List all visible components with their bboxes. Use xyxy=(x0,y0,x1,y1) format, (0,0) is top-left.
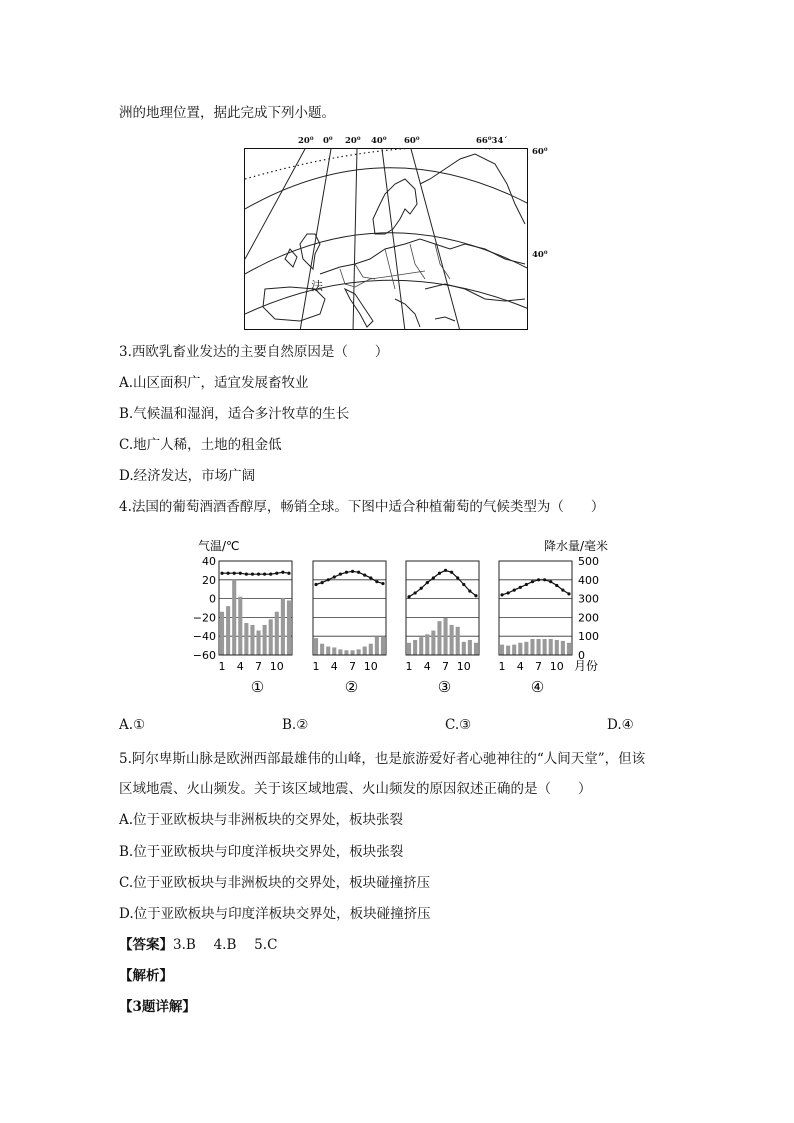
precip-bar xyxy=(444,617,448,655)
q4-option-c: C.③ xyxy=(445,717,472,733)
q3-option-b: B.气候温和湿润，适合多汁牧草的生长 xyxy=(119,406,350,422)
precip-tick-label: 500 xyxy=(578,555,599,568)
q3-option-a: A.山区面积广，适宜发展畜牧业 xyxy=(119,375,309,391)
map-meridian xyxy=(382,149,405,330)
month-tick-label: 10 xyxy=(363,660,378,673)
temperature-line xyxy=(409,570,476,596)
q5-option-c: C.位于亚欧板块与非洲板块的交界处，板块碰撞挤压 xyxy=(119,875,431,891)
temperature-point xyxy=(327,578,330,581)
precip-bar xyxy=(437,621,441,655)
map-lon-label: 40⁰ xyxy=(371,136,387,146)
precip-bar xyxy=(512,645,516,655)
temperature-point xyxy=(456,576,459,579)
temp-tick-label: 0 xyxy=(209,592,216,606)
temperature-point xyxy=(257,573,260,576)
month-tick-label: 4 xyxy=(236,660,244,673)
precip-bar xyxy=(226,606,230,655)
precip-bar xyxy=(375,636,379,655)
precip-bar xyxy=(369,644,373,655)
precip-bar xyxy=(244,623,248,655)
temperature-point xyxy=(525,583,528,586)
temp-tick-label: 20 xyxy=(202,573,216,587)
temperature-point xyxy=(543,578,546,581)
panel-label: ③ xyxy=(437,678,452,696)
temperature-point xyxy=(450,571,453,574)
temperature-point xyxy=(375,580,378,583)
precip-bar xyxy=(326,647,330,655)
precip-bar xyxy=(524,642,528,655)
temperature-point xyxy=(438,572,441,575)
temperature-point xyxy=(369,576,372,579)
map-lon-label: 0⁰ xyxy=(323,136,333,146)
temperature-point xyxy=(314,583,317,586)
month-tick-label: 10 xyxy=(549,660,564,673)
answer-text: 3.B 4.B 5.C xyxy=(173,937,278,953)
precip-bar xyxy=(269,619,273,655)
precip-bar xyxy=(257,631,261,655)
q5-stem-line1: 5.阿尔卑斯山脉是欧洲西部最雄伟的山峰，也是旅游爱好者心驰神往的“人间天堂”，但该 xyxy=(119,751,646,767)
precip-bar xyxy=(431,631,435,655)
precip-bar xyxy=(425,634,429,655)
q4-option-b: B.② xyxy=(282,717,309,733)
q3-stem: 3.西欧乳畜业发达的主要自然原因是（ ） xyxy=(119,344,389,360)
temperature-point xyxy=(414,591,417,594)
precip-bar xyxy=(537,639,541,655)
analysis-label: 【解析】 xyxy=(119,968,173,984)
precip-bar xyxy=(232,580,236,655)
temperature-point xyxy=(381,582,384,585)
precip-bar xyxy=(338,649,342,655)
temperature-point xyxy=(363,574,366,577)
temperature-point xyxy=(351,570,354,573)
temperature-point xyxy=(426,581,429,584)
left-axis-label: 气温/℃ xyxy=(198,539,240,553)
precip-bar xyxy=(474,643,478,655)
temperature-point xyxy=(462,583,465,586)
temperature-point xyxy=(432,576,435,579)
month-tick-label: 7 xyxy=(255,660,263,673)
temperature-point xyxy=(281,571,284,574)
precip-bar xyxy=(543,639,547,655)
month-tick-label: 1 xyxy=(312,660,320,673)
climate-charts xyxy=(190,536,610,701)
map-lon-label: 66⁰34´ xyxy=(476,136,508,146)
temperature-point xyxy=(269,573,272,576)
temperature-point xyxy=(357,571,360,574)
map-meridian xyxy=(300,149,331,330)
precip-bar xyxy=(332,647,336,655)
temperature-point xyxy=(507,591,510,594)
map-meridian xyxy=(353,149,357,330)
panel-label: ④ xyxy=(530,678,545,696)
answer-label: 【答案】 xyxy=(119,937,173,953)
precip-bar xyxy=(263,625,267,655)
q5-stem-line2: 区域地震、火山频发。关于该区域地震、火山频发的原因叙述正确的是（ ） xyxy=(119,781,592,797)
temperature-point xyxy=(275,572,278,575)
temperature-line xyxy=(502,580,569,595)
temperature-point xyxy=(263,573,266,576)
month-tick-label: 10 xyxy=(269,660,284,673)
temp-tick-label: 40 xyxy=(202,555,216,568)
temperature-point xyxy=(407,595,410,598)
temperature-point xyxy=(500,593,503,596)
x-unit-label: 月份 xyxy=(574,659,599,673)
precip-tick-label: 0 xyxy=(578,649,585,662)
precip-tick-label: 300 xyxy=(578,592,599,606)
month-tick-label: 7 xyxy=(535,660,543,673)
q5-option-b: B.位于亚欧板块与印度洋板块交界处，板块张裂 xyxy=(119,844,404,860)
temperature-line xyxy=(316,571,383,584)
temperature-point xyxy=(555,584,558,587)
precip-bar xyxy=(250,625,254,655)
precip-bar xyxy=(518,643,522,655)
month-tick-label: 7 xyxy=(349,660,357,673)
month-tick-label: 4 xyxy=(330,660,338,673)
europe-map xyxy=(244,148,528,330)
precip-bar xyxy=(357,649,361,655)
precip-bar xyxy=(530,639,534,655)
detail-label: 【3题详解】 xyxy=(119,999,196,1015)
right-axis-label: 降水量/毫米 xyxy=(543,539,608,553)
map-label-france: 法 xyxy=(311,279,324,293)
q3-option-c: C.地广人稀，土地的租金低 xyxy=(119,437,282,453)
temperature-point xyxy=(227,572,230,575)
temperature-line xyxy=(222,572,289,574)
month-tick-label: 10 xyxy=(456,660,471,673)
temperature-point xyxy=(531,580,534,583)
precip-bar xyxy=(462,642,466,655)
precip-bar xyxy=(413,640,417,655)
precip-bar xyxy=(450,625,454,655)
precip-bar xyxy=(363,647,367,655)
intro-text: 洲的地理位置，据此完成下列小题。 xyxy=(119,105,335,121)
temperature-point xyxy=(420,587,423,590)
temp-tick-label: −20 xyxy=(192,611,216,625)
map-lat-label: 40⁰ xyxy=(532,250,548,260)
map-graphic xyxy=(245,149,528,330)
map-lon-label: 20⁰ xyxy=(298,136,314,146)
precip-tick-label: 200 xyxy=(578,611,599,625)
answer-line xyxy=(119,936,277,954)
temperature-point xyxy=(468,589,471,592)
temperature-point xyxy=(513,589,516,592)
precip-bar xyxy=(287,600,291,655)
precip-bar xyxy=(500,645,504,655)
month-tick-label: 4 xyxy=(423,660,431,673)
q4-stem: 4.法国的葡萄酒酒香醇厚，畅销全球。下图中适合种植葡萄的气候类型为（ ） xyxy=(119,499,605,515)
month-tick-label: 7 xyxy=(442,660,450,673)
precip-bar xyxy=(344,650,348,655)
q4-option-d: D.④ xyxy=(607,717,634,733)
precip-bar xyxy=(407,643,411,655)
precip-bar xyxy=(567,643,571,655)
precip-tick-label: 400 xyxy=(578,573,599,587)
temp-tick-label: −40 xyxy=(192,630,216,644)
precip-tick-label: 100 xyxy=(578,630,599,644)
temperature-point xyxy=(519,586,522,589)
temperature-point xyxy=(567,592,570,595)
precip-bar xyxy=(275,612,279,655)
temperature-point xyxy=(345,571,348,574)
precip-bar xyxy=(351,650,355,655)
temperature-point xyxy=(537,578,540,581)
map-lon-label: 60⁰ xyxy=(404,136,420,146)
map-parallel xyxy=(245,280,528,314)
precip-bar xyxy=(419,637,423,655)
precip-bar xyxy=(314,638,318,655)
temp-tick-label: −60 xyxy=(192,649,216,662)
temperature-point xyxy=(287,572,290,575)
month-tick-label: 1 xyxy=(405,660,413,673)
map-lat-label: 60⁰ xyxy=(532,147,548,157)
q5-option-d: D.位于亚欧板块与印度洋板块交界处，板块碰撞挤压 xyxy=(119,906,431,922)
precip-bar xyxy=(506,646,510,655)
precip-bar xyxy=(220,612,224,655)
temperature-point xyxy=(549,580,552,583)
temperature-point xyxy=(444,569,447,572)
month-tick-label: 1 xyxy=(218,660,226,673)
precip-bar xyxy=(561,641,565,655)
panel-label: ① xyxy=(250,678,265,696)
precip-bar xyxy=(238,597,242,655)
precip-bar xyxy=(549,639,553,655)
temperature-point xyxy=(220,572,223,575)
map-lon-label: 20⁰ xyxy=(345,136,361,146)
temperature-point xyxy=(233,572,236,575)
temperature-point xyxy=(321,581,324,584)
precip-bar xyxy=(381,636,385,655)
precip-bar xyxy=(456,627,460,655)
q4-option-a: A.① xyxy=(119,717,146,733)
precip-bar xyxy=(281,599,285,655)
month-tick-label: 4 xyxy=(516,660,524,673)
temperature-point xyxy=(474,594,477,597)
precip-bar xyxy=(468,640,472,655)
temperature-point xyxy=(561,589,564,592)
precip-bar xyxy=(320,644,324,655)
q5-option-a: A.位于亚欧板块与非洲板块的交界处，板块张裂 xyxy=(119,812,404,828)
panel-label: ② xyxy=(344,678,359,696)
q3-option-d: D.经济发达，市场广阔 xyxy=(119,468,256,484)
temperature-point xyxy=(245,573,248,576)
climate-charts-svg xyxy=(190,536,610,701)
temperature-point xyxy=(339,573,342,576)
temperature-point xyxy=(251,573,254,576)
month-tick-label: 1 xyxy=(498,660,506,673)
temperature-point xyxy=(239,572,242,575)
temperature-point xyxy=(333,575,336,578)
precip-bar xyxy=(555,640,559,655)
